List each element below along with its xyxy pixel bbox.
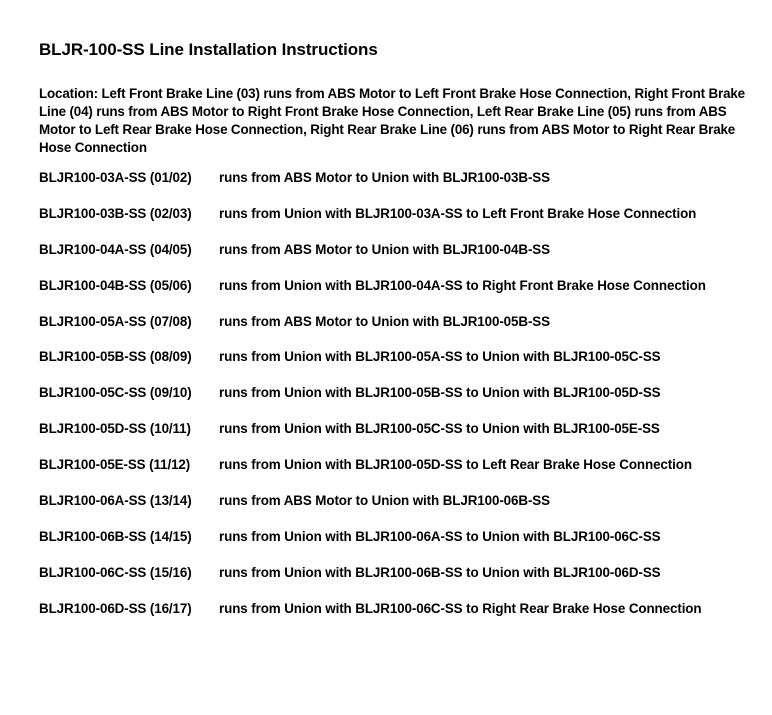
list-item [39,170,764,206]
part-description: runs from ABS Motor to Union with BLJR100-03B-SS [219,170,550,185]
part-number: BLJR100-06A-SS (13/14) [39,493,192,509]
part-description: runs from Union with BLJR100-05D-SS to Left Rear Brake Hose Connection [219,457,692,473]
list-item [39,493,764,529]
list-item [39,421,764,457]
list-item [39,349,764,385]
part-description: runs from Union with BLJR100-06C-SS to Right Rear Brake Hose Connection [219,600,702,616]
part-number: BLJR100-05D-SS (10/11) [39,421,191,437]
part-number: BLJR100-04B-SS (05/06) [39,277,192,293]
part-description: runs from Union with BLJR100-05B-SS to Union with BLJR100-05D-SS [219,385,661,401]
part-description: runs from Union with BLJR100-03A-SS to Left Front Brake Hose Connection [219,205,697,221]
part-number: BLJR100-05A-SS (07/08) [39,313,192,329]
part-description: runs from Union with BLJR100-04A-SS to Right Front Brake Hose Connection [219,277,706,293]
list-item [39,314,764,350]
part-description: runs from Union with BLJR100-06B-SS to Union with BLJR100-06D-SS [219,564,661,580]
part-description: runs from ABS Motor to Union with BLJR100-06B-SS [219,493,550,509]
part-description: runs from Union with BLJR100-06A-SS to Union with BLJR100-06C-SS [219,528,661,544]
part-description: runs from Union with BLJR100-05C-SS to Union with BLJR100-05E-SS [219,421,660,437]
part-number: BLJR100-06B-SS (14/15) [39,528,192,544]
part-number: BLJR100-03B-SS (02/03) [39,205,192,221]
part-description: runs from Union with BLJR100-05A-SS to Union with BLJR100-05C-SS [219,349,661,365]
part-description: runs from ABS Motor to Union with BLJR100-05B-SS [219,313,550,329]
list-item [39,278,764,314]
list-item [39,457,764,493]
list-item [39,385,764,421]
list-item [39,601,764,637]
part-description: runs from ABS Motor to Union with BLJR100-04B-SS [219,241,550,257]
part-number: BLJR100-05C-SS (09/10) [39,385,192,401]
part-number: BLJR100-03A-SS (01/02) [39,170,192,185]
location-paragraph: Location: Left Front Brake Line (03) runs from ABS Motor to Left Front Brake Hose Connection, Right Front Brake Line (04) runs from ABS Motor to Right Front Brake Hose Connection, Left Rear Brake Line (05) runs from ABS Motor to Left Rear Brake Hose Connection, Right Rear Brake Line (06) runs from ABS Motor to Right Rear Brake Hose Connection [39,86,745,155]
brake-line-list [39,170,764,637]
list-item [39,206,764,242]
list-item [39,565,764,601]
document [39,40,764,637]
page-title: BLJR-100-SS Line Installation Instructions [39,40,378,59]
list-item [39,529,764,565]
part-number: BLJR100-05B-SS (08/09) [39,349,192,365]
part-number: BLJR100-06D-SS (16/17) [39,600,192,616]
list-item [39,242,764,278]
part-number: BLJR100-05E-SS (11/12) [39,457,191,473]
part-number: BLJR100-04A-SS (04/05) [39,241,192,257]
part-number: BLJR100-06C-SS (15/16) [39,564,192,580]
